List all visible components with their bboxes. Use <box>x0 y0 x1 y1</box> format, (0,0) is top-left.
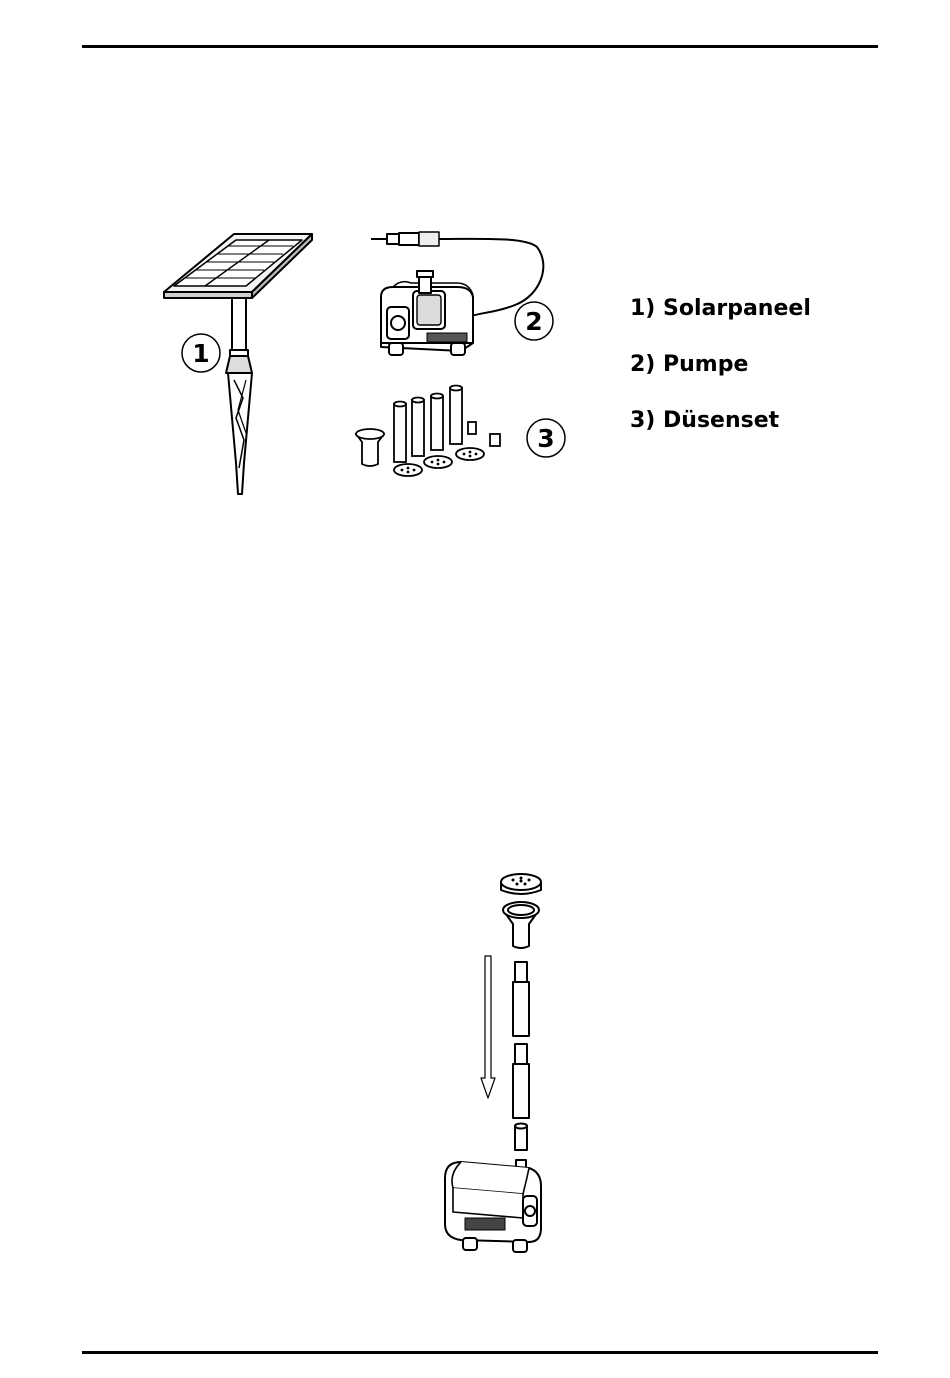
parts-legend <box>630 296 811 464</box>
callout-2-circle <box>513 300 555 342</box>
callout-3-circle <box>525 417 567 459</box>
footer-rule <box>82 1351 878 1354</box>
header-rule <box>82 45 878 48</box>
nozzle-set-illustration <box>350 382 520 484</box>
callout-2-label: 2 <box>525 307 543 336</box>
assembly-diagram <box>435 868 550 1258</box>
legend-item-duesenset: 3) Düsenset <box>630 408 780 433</box>
legend-item-pumpe: 2) Pumpe <box>630 352 749 377</box>
legend-item-solarpaneel: 1) Solarpaneel <box>630 296 811 321</box>
callout-1-label: 1 <box>192 339 210 368</box>
callout-1-circle <box>180 332 222 374</box>
pump-illustration <box>365 225 555 370</box>
callout-3-label: 3 <box>537 424 555 453</box>
